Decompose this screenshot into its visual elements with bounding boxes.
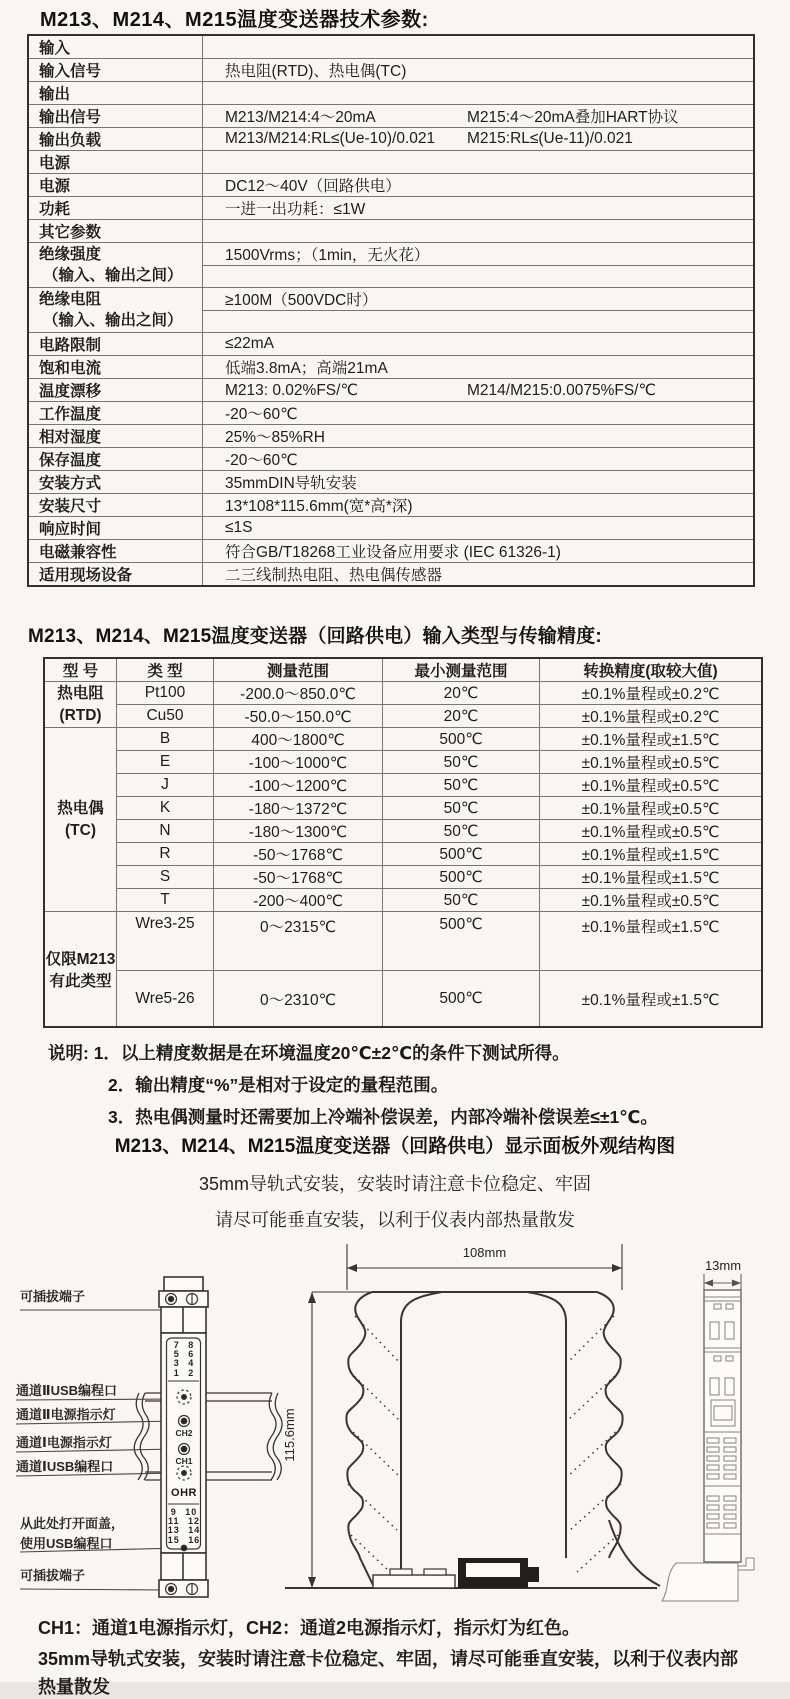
io-row: [44, 751, 762, 774]
terminal-pair: 13 14: [167, 1525, 201, 1536]
spec-label-line: （输入、输出之间）: [43, 312, 183, 329]
io-row: [44, 774, 762, 797]
io-row: [44, 843, 762, 866]
terminal-pair: 3 4: [173, 1358, 195, 1369]
io-model-cell: [44, 728, 117, 912]
io-cell: J: [117, 774, 214, 797]
spec-row: [28, 425, 754, 448]
spec-label: 电源: [28, 174, 203, 197]
io-row: [44, 889, 762, 912]
io-cell: ±0.1%量程或±1.5℃: [540, 912, 763, 971]
io-cell: -50～1768℃: [214, 843, 383, 866]
io-header-cell: 最小测量范围: [383, 658, 540, 682]
callout-line: 可插拔端子: [20, 1289, 86, 1304]
spec-row: [28, 197, 754, 220]
spec-row: [28, 59, 754, 82]
note-line-1: [48, 1037, 658, 1069]
io-cell: 20℃: [383, 705, 540, 728]
spec-value-text: DC12～40V（回路供电）: [225, 178, 401, 195]
io-table-header-row: [44, 658, 762, 682]
terminal-numbers-bottom: [167, 1508, 201, 1545]
spec-label: 其它参数: [28, 220, 203, 243]
spec-value-text: 35mmDIN导轨安装: [225, 475, 357, 492]
io-cell: ±0.1%量程或±1.5℃: [540, 843, 763, 866]
dimension-width-label: 108mm: [462, 1245, 507, 1260]
io-cell: Wre5-26: [117, 971, 214, 1028]
notes-block: [48, 1037, 658, 1133]
diagram-callout-label: [16, 1433, 112, 1453]
spec-value-text: 二三线制热电阻、热电偶传感器: [225, 567, 443, 584]
spec-value-text: -20～60℃: [225, 406, 298, 423]
note-item-1: 1．以上精度数据是在环境温度20℃±2℃的条件下测试所得。: [93, 1043, 570, 1063]
io-row: [44, 728, 762, 751]
io-cell: -200～400℃: [214, 889, 383, 912]
spec-row: [28, 402, 754, 425]
spec-value-text: -20～60℃: [225, 452, 298, 469]
led-label-ch1: CH1: [175, 1456, 193, 1466]
spec-value: [203, 197, 755, 220]
note-item-2: 2．输出精度“%”是相对于设定的量程范围。: [108, 1075, 449, 1095]
io-model-line: 仅限M213: [45, 950, 116, 968]
spec-value: [203, 151, 755, 174]
spec-value-text-2: M215:4～20mA叠加HART协议: [467, 109, 679, 126]
io-cell: -100～1000℃: [214, 751, 383, 774]
spec-value: [203, 494, 755, 517]
spec-row: [28, 563, 754, 587]
io-cell: ±0.1%量程或±1.5℃: [540, 866, 763, 889]
io-cell: 0～2310℃: [214, 971, 383, 1028]
io-cell: ±0.1%量程或±0.5℃: [540, 797, 763, 820]
io-cell: ±0.1%量程或±1.5℃: [540, 971, 763, 1028]
diagram-callout-label: [16, 1381, 117, 1401]
io-row: [44, 971, 762, 1028]
io-cell: ±0.1%量程或±0.5℃: [540, 889, 763, 912]
spec-value-text: M213: 0.02%FS/℃: [225, 381, 358, 399]
spec-label: 工作温度: [28, 402, 203, 425]
spec-value: [203, 35, 755, 59]
spec-value: [203, 333, 755, 356]
io-model-cell: [44, 912, 117, 1028]
dimension-depth-label: 13mm: [704, 1258, 742, 1273]
io-cell: ±0.1%量程或±0.5℃: [540, 751, 763, 774]
io-cell: 500℃: [383, 843, 540, 866]
io-cell: -180～1300℃: [214, 820, 383, 843]
install-hint-1: 35mm导轨式安装，安装时请注意卡位稳定、牢固: [198, 1174, 591, 1194]
io-cell: 500℃: [383, 912, 540, 971]
io-model-line: 有此类型: [49, 972, 112, 990]
terminal-pair: 11 12: [167, 1516, 201, 1527]
spec-value-text: 符合GB/T18268工业设备应用要求 (IEC 61326-1): [225, 544, 561, 561]
spec-value: [203, 356, 755, 379]
spec-label: [28, 243, 203, 288]
io-row: [44, 912, 762, 971]
spec-value: [203, 425, 755, 448]
spec-value-text: 25%～85%RH: [225, 429, 325, 446]
io-cell: ±0.1%量程或±0.2℃: [540, 682, 763, 705]
spec-row: [28, 151, 754, 174]
spec-label: 输入信号: [28, 59, 203, 82]
page-title-tech-params: M213、M214、M215温度变送器技术参数:: [40, 9, 429, 31]
io-cell: -180～1372℃: [214, 797, 383, 820]
spec-label: [28, 288, 203, 333]
io-model-line: (TC): [65, 821, 96, 839]
io-model-line: 热电偶: [57, 799, 104, 817]
spec-value-text: 低端3.8mA；高端21mA: [225, 360, 388, 377]
notes-prefix: 说明:: [48, 1043, 94, 1063]
io-model-cell: [44, 682, 117, 728]
spec-value: [203, 402, 755, 425]
io-cell: 50℃: [383, 751, 540, 774]
io-cell: 50℃: [383, 820, 540, 843]
install-hint-2: 请尽可能垂直安装，以利于仪表内部热量散发: [215, 1210, 575, 1230]
io-row: [44, 820, 762, 843]
io-model-line: (RTD): [59, 706, 102, 724]
io-cell: 20℃: [383, 682, 540, 705]
spec-row: [28, 82, 754, 105]
io-cell: 50℃: [383, 774, 540, 797]
spec-row: [28, 243, 754, 266]
spec-value: [203, 517, 755, 540]
callout-line: 可插拔端子: [20, 1568, 86, 1583]
spec-value: [203, 82, 755, 105]
spec-label: 电路限制: [28, 333, 203, 356]
callout-line: 通道ⅠUSB编程口: [16, 1459, 114, 1474]
footer-led-note: CH1：通道1电源指示灯，CH2：通道2电源指示灯，指示灯为红色。: [38, 1618, 581, 1638]
io-cell: K: [117, 797, 214, 820]
spec-label: 温度漂移: [28, 379, 203, 402]
spec-label: 饱和电流: [28, 356, 203, 379]
io-cell: ±0.1%量程或±0.5℃: [540, 774, 763, 797]
spec-label: 功耗: [28, 197, 203, 220]
io-cell: ±0.1%量程或±1.5℃: [540, 728, 763, 751]
spec-label: 保存温度: [28, 448, 203, 471]
diagram-callout-label: [16, 1457, 113, 1477]
terminal-pair: 1 2: [173, 1367, 195, 1378]
spec-row: [28, 471, 754, 494]
callout-line: 通道ⅡUSB编程口: [16, 1383, 118, 1398]
io-cell: Pt100: [117, 682, 214, 705]
io-row: [44, 866, 762, 889]
spec-label: 输出: [28, 82, 203, 105]
terminal-pair: 7 8: [173, 1340, 195, 1350]
io-cell: -50.0～150.0℃: [214, 705, 383, 728]
spec-row: [28, 105, 754, 128]
spec-row: [28, 494, 754, 517]
spec-label: 安装尺寸: [28, 494, 203, 517]
spec-value-empty: [203, 311, 755, 333]
terminal-numbers-top: [167, 1341, 201, 1378]
callout-line: 通道Ⅰ电源指示灯: [16, 1435, 112, 1450]
io-row: [44, 705, 762, 728]
spec-label: 安装方式: [28, 471, 203, 494]
io-header-cell: 测量范围: [214, 658, 383, 682]
spec-value: [203, 379, 755, 402]
spec-value: [203, 540, 755, 563]
spec-row: [28, 333, 754, 356]
terminal-pair: 15 16: [167, 1534, 201, 1545]
io-cell: N: [117, 820, 214, 843]
diagram-callout-label: [16, 1405, 116, 1425]
spec-value-text: 一进一出功耗：≤1W: [225, 201, 366, 218]
spec-label: 输出负载: [28, 128, 203, 151]
diagram-callout-label: [20, 1566, 85, 1586]
io-header-cell: 转换精度(取较大值): [540, 658, 763, 682]
spec-value: ≥100M（500VDC时）: [203, 288, 755, 311]
io-model-line: 热电阻: [57, 684, 104, 702]
spec-label-line: 绝缘电阻: [39, 291, 102, 308]
io-cell: ±0.1%量程或±0.2℃: [540, 705, 763, 728]
io-cell: ±0.1%量程或±0.5℃: [540, 820, 763, 843]
spec-label: 输出信号: [28, 105, 203, 128]
callout-line: 从此处打开面盖，: [20, 1516, 125, 1531]
spec-value: [203, 59, 755, 82]
io-row: [44, 797, 762, 820]
io-cell: E: [117, 751, 214, 774]
io-cell: T: [117, 889, 214, 912]
spec-label: 响应时间: [28, 517, 203, 540]
io-cell: 0～2315℃: [214, 912, 383, 971]
io-cell: 400～1800℃: [214, 728, 383, 751]
dimension-height-label: 115.6mm: [282, 1408, 297, 1462]
spec-label: 电磁兼容性: [28, 540, 203, 563]
note-item-3: 3．热电偶测量时还需要加上冷端补偿误差，内部冷端补偿误差≤±1℃。: [108, 1107, 658, 1127]
input-accuracy-table: [43, 657, 763, 1028]
spec-row: [28, 128, 754, 151]
spec-value-text: 13*108*115.6mm(宽*高*深): [225, 498, 413, 515]
spec-value-empty: [203, 266, 755, 288]
io-cell: Cu50: [117, 705, 214, 728]
io-header-cell: 型 号: [44, 658, 117, 682]
terminal-pair: 5 6: [173, 1349, 195, 1360]
spec-row: [28, 448, 754, 471]
callout-line: 使用USB编程口: [20, 1536, 113, 1551]
section-title-panel-structure: M213、M214、M215温度变送器（回路供电）显示面板外观结构图: [114, 1136, 676, 1157]
spec-label: 适用现场设备: [28, 563, 203, 587]
footer-install-note: 35mm导轨式安装，安装时请注意卡位稳定、牢固，请尽可能垂直安装，以利于仪表内部: [38, 1649, 739, 1669]
spec-value: [203, 220, 755, 243]
spec-value-text: 热电阻(RTD)、热电偶(TC): [225, 63, 407, 80]
io-cell: 500℃: [383, 971, 540, 1028]
spec-value-text-2: M215:RL≤(Ue-11)/0.021: [467, 130, 633, 147]
spec-row: [28, 356, 754, 379]
io-cell: -100～1200℃: [214, 774, 383, 797]
terminal-pair: 9 10: [170, 1507, 198, 1517]
spec-row: [28, 288, 754, 311]
spec-row: [28, 517, 754, 540]
io-cell: 50℃: [383, 889, 540, 912]
brand-logo-text: OHR: [171, 1487, 197, 1499]
spec-label-line: 绝缘强度: [39, 246, 102, 263]
led-label-ch2: CH2: [175, 1428, 193, 1438]
io-row: [44, 682, 762, 705]
spec-value-text: ≤1S: [225, 519, 253, 536]
spec-value-text: M213/M214:RL≤(Ue-10)/0.021: [225, 130, 436, 147]
diagram-callout-label: [20, 1514, 124, 1554]
spec-row: [28, 540, 754, 563]
io-header-cell: 类 型: [117, 658, 214, 682]
spec-label: 输入: [28, 35, 203, 59]
io-cell: -200.0～850.0℃: [214, 682, 383, 705]
io-cell: R: [117, 843, 214, 866]
io-cell: S: [117, 866, 214, 889]
io-cell: 50℃: [383, 797, 540, 820]
spec-value: 1500Vrms；（1min，无火花）: [203, 243, 755, 266]
spec-value: [203, 128, 755, 151]
spec-value-text: M213/M214:4～20mA: [225, 109, 376, 126]
spec-label: 电源: [28, 151, 203, 174]
spec-row: [28, 379, 754, 402]
spec-value: [203, 563, 755, 587]
io-cell: 500℃: [383, 728, 540, 751]
spec-value-text-2: M214/M215:0.0075%FS/℃: [467, 381, 656, 399]
section-title-input-types: M213、M214、M215温度变送器（回路供电）输入类型与传输精度:: [28, 626, 602, 647]
spec-value: [203, 471, 755, 494]
footer-install-note-cont: 热量散发: [38, 1677, 110, 1697]
io-cell: Wre3-25: [117, 912, 214, 971]
spec-row: [28, 35, 754, 59]
spec-value: [203, 448, 755, 471]
spec-row: [28, 174, 754, 197]
spec-label: 相对湿度: [28, 425, 203, 448]
spec-value-text: ≤22mA: [225, 335, 274, 352]
io-cell: B: [117, 728, 214, 751]
io-cell: 500℃: [383, 866, 540, 889]
spec-value: [203, 105, 755, 128]
spec-value: [203, 174, 755, 197]
spec-label-line: （输入、输出之间）: [43, 267, 183, 284]
spec-row: [28, 220, 754, 243]
callout-line: 通道Ⅱ电源指示灯: [16, 1407, 116, 1422]
tech-spec-table: [27, 34, 755, 587]
diagram-callout-label: [20, 1287, 85, 1307]
io-cell: -50～1768℃: [214, 866, 383, 889]
